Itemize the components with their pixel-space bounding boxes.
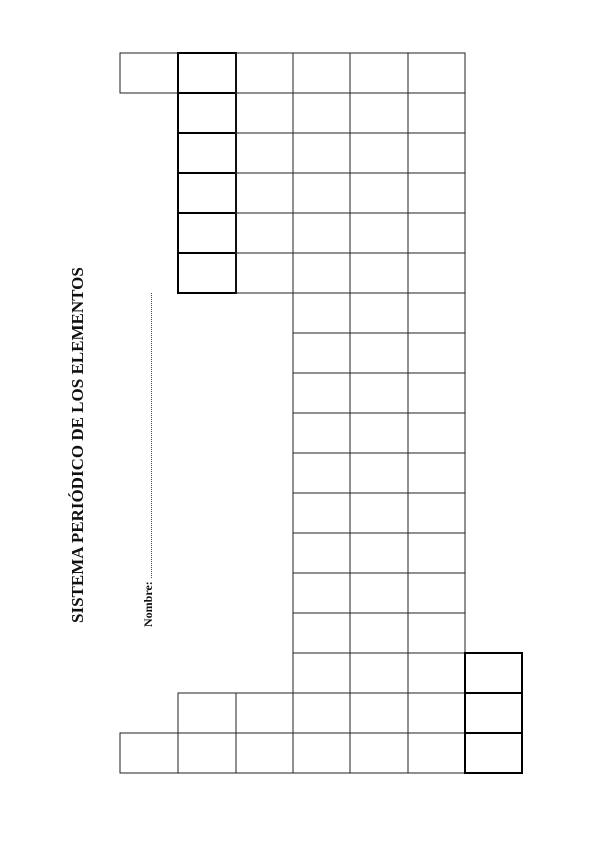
page-title: SISTEMA PERIÓDICO DE LOS ELEMENTOS <box>68 267 87 623</box>
element-cell-c4-r14 <box>293 573 350 613</box>
element-cell-c2-r4 <box>178 173 236 213</box>
element-cell-c4-r1 <box>293 53 350 93</box>
element-cell-c4-r13 <box>293 533 350 573</box>
element-cell-c5-r12 <box>350 493 408 533</box>
name-label: Nombre: <box>141 581 155 627</box>
element-cell-c6-r4 <box>408 173 465 213</box>
element-cell-c5-r17 <box>350 693 408 733</box>
element-cell-c4-r3 <box>293 133 350 173</box>
element-cell-c5-r16 <box>350 653 408 693</box>
element-cell-c4-r10 <box>293 413 350 453</box>
element-cell-c5-r3 <box>350 133 408 173</box>
element-cell-c4-r5 <box>293 213 350 253</box>
element-cell-c3-r3 <box>236 133 293 173</box>
element-cell-c3-r18 <box>236 733 293 773</box>
element-cell-c3-r6 <box>236 253 293 293</box>
element-cell-c7-r16 <box>465 653 522 693</box>
element-cell-c4-r8 <box>293 333 350 373</box>
element-cell-c2-r6 <box>178 253 236 293</box>
element-cell-c5-r15 <box>350 613 408 653</box>
element-cell-c3-r4 <box>236 173 293 213</box>
element-cell-c2-r3 <box>178 133 236 173</box>
element-cell-c4-r17 <box>293 693 350 733</box>
element-cell-c5-r5 <box>350 213 408 253</box>
element-cell-c6-r5 <box>408 213 465 253</box>
element-cell-c5-r6 <box>350 253 408 293</box>
element-cell-c4-r9 <box>293 373 350 413</box>
element-cell-c5-r10 <box>350 413 408 453</box>
element-cell-c6-r15 <box>408 613 465 653</box>
element-cell-c6-r6 <box>408 253 465 293</box>
element-cell-c1-r1 <box>120 53 178 93</box>
element-cell-c4-r2 <box>293 93 350 133</box>
element-cell-c4-r7 <box>293 293 350 333</box>
element-cell-c6-r14 <box>408 573 465 613</box>
element-cell-c2-r17 <box>178 693 236 733</box>
element-cell-c6-r9 <box>408 373 465 413</box>
element-cell-c5-r18 <box>350 733 408 773</box>
element-cell-c6-r13 <box>408 533 465 573</box>
element-cell-c5-r11 <box>350 453 408 493</box>
element-cell-c6-r1 <box>408 53 465 93</box>
element-cell-c6-r10 <box>408 413 465 453</box>
element-cell-c6-r11 <box>408 453 465 493</box>
element-cell-c7-r17 <box>465 693 522 733</box>
element-cell-c2-r2 <box>178 93 236 133</box>
element-cell-c6-r7 <box>408 293 465 333</box>
element-cell-c5-r4 <box>350 173 408 213</box>
element-cell-c6-r3 <box>408 133 465 173</box>
element-cell-c6-r2 <box>408 93 465 133</box>
element-cell-c4-r16 <box>293 653 350 693</box>
element-cell-c5-r8 <box>350 333 408 373</box>
element-cell-c2-r18 <box>178 733 236 773</box>
element-cell-c5-r7 <box>350 293 408 333</box>
element-cell-c4-r12 <box>293 493 350 533</box>
element-cell-c3-r1 <box>236 53 293 93</box>
element-cell-c4-r4 <box>293 173 350 213</box>
element-cell-c1-r18 <box>120 733 178 773</box>
element-cell-c4-r11 <box>293 453 350 493</box>
element-cell-c6-r17 <box>408 693 465 733</box>
element-cell-c4-r18 <box>293 733 350 773</box>
element-cell-c2-r5 <box>178 213 236 253</box>
element-cell-c3-r5 <box>236 213 293 253</box>
element-cell-c6-r16 <box>408 653 465 693</box>
element-cell-c5-r14 <box>350 573 408 613</box>
element-cell-c6-r18 <box>408 733 465 773</box>
element-cell-c2-r1 <box>178 53 236 93</box>
element-cell-c6-r8 <box>408 333 465 373</box>
element-cell-c7-r18 <box>465 733 522 773</box>
element-cell-c5-r1 <box>350 53 408 93</box>
element-cell-c5-r2 <box>350 93 408 133</box>
element-cell-c3-r2 <box>236 93 293 133</box>
element-cell-c4-r6 <box>293 253 350 293</box>
element-cell-c5-r13 <box>350 533 408 573</box>
element-cell-c3-r17 <box>236 693 293 733</box>
element-cell-c6-r12 <box>408 493 465 533</box>
element-cell-c4-r15 <box>293 613 350 653</box>
element-cell-c5-r9 <box>350 373 408 413</box>
